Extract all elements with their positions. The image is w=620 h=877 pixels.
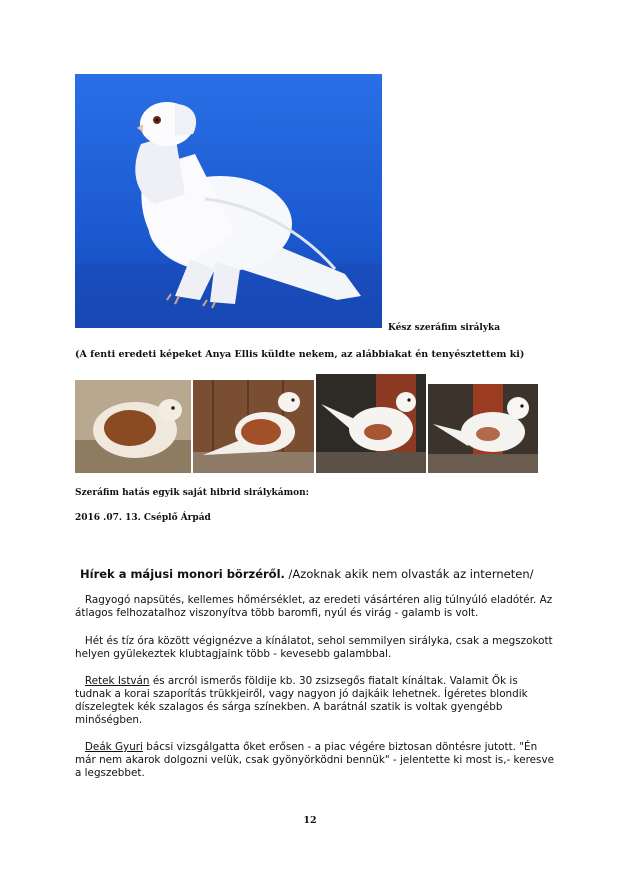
- article-paragraph-2: [75, 635, 555, 661]
- paragraph-4-text: bácsi vizsgálgatta őket erősen - a piac végére biztosan döntésre jutott. "Én már nem akarok dolgozni velük, csak gyönyörködni bennük" - jelentette ki most is,- keresve a legszebbet.: [75, 741, 554, 779]
- paragraph-1-text: Ragyogó napsütés, kellemes hőmérséklet, az eredeti vásártéren alig túlnyúló eladótér. Az átlagos felhozatalhoz viszonyítva több baromfi, nyúl és virág - galamb is volt.: [75, 594, 553, 619]
- hybrid-photo-1: [75, 380, 191, 473]
- pigeon-photo-icon: [75, 74, 382, 328]
- article-paragraph-4: [75, 741, 555, 780]
- photo-credit-line: (A fenti eredeti képeket Anya Ellis küldte nekem, az alábbiakat én tenyésztettem ki): [75, 349, 525, 360]
- date-author: 2016 .07. 13. Cséplő Árpád: [75, 513, 211, 523]
- paragraph-3-text: és arcról ismerős földije kb. 30 zsizsegős fiatalt kínáltak. Valamit Ők is tudnak a korai szaporítás trükkjeiről, vagy nagyon jó dajkáik lehetnek. Ígéretes blondik díszelegtek kék szalagos és sárga színekben. A barátnál szatik is voltak gyengébb minőségben.: [75, 675, 528, 726]
- main-photo-caption: Kész szeráfim sirályka: [388, 323, 501, 333]
- hybrid-caption: Szeráfim hatás egyik saját hibrid sirálykámon:: [75, 488, 309, 498]
- article-headline: [80, 567, 534, 581]
- article-paragraph-3: [75, 675, 555, 727]
- page-number: 12: [303, 815, 317, 826]
- headline-subtitle: /Azoknak akik nem olvasták az interneten/: [284, 567, 534, 581]
- hybrid-photo-3: [316, 374, 426, 473]
- person-name-deak: Deák Gyuri: [84, 741, 143, 753]
- article-paragraph-1: [75, 594, 555, 620]
- paragraph-2-text: Hét és tíz óra között végignézve a kínálatot, sehol semmilyen sirályka, csak a megszokott helyen gyülekeztek klubtagjaink több - kevesebb galambbal.: [75, 635, 553, 660]
- person-name-retek: Retek István: [84, 675, 150, 687]
- hybrid-photo-4: [428, 384, 538, 473]
- main-pigeon-photo: [75, 74, 382, 328]
- hybrid-photo-2: [193, 380, 314, 473]
- headline-title: Hírek a májusi monori börzéről.: [80, 567, 285, 581]
